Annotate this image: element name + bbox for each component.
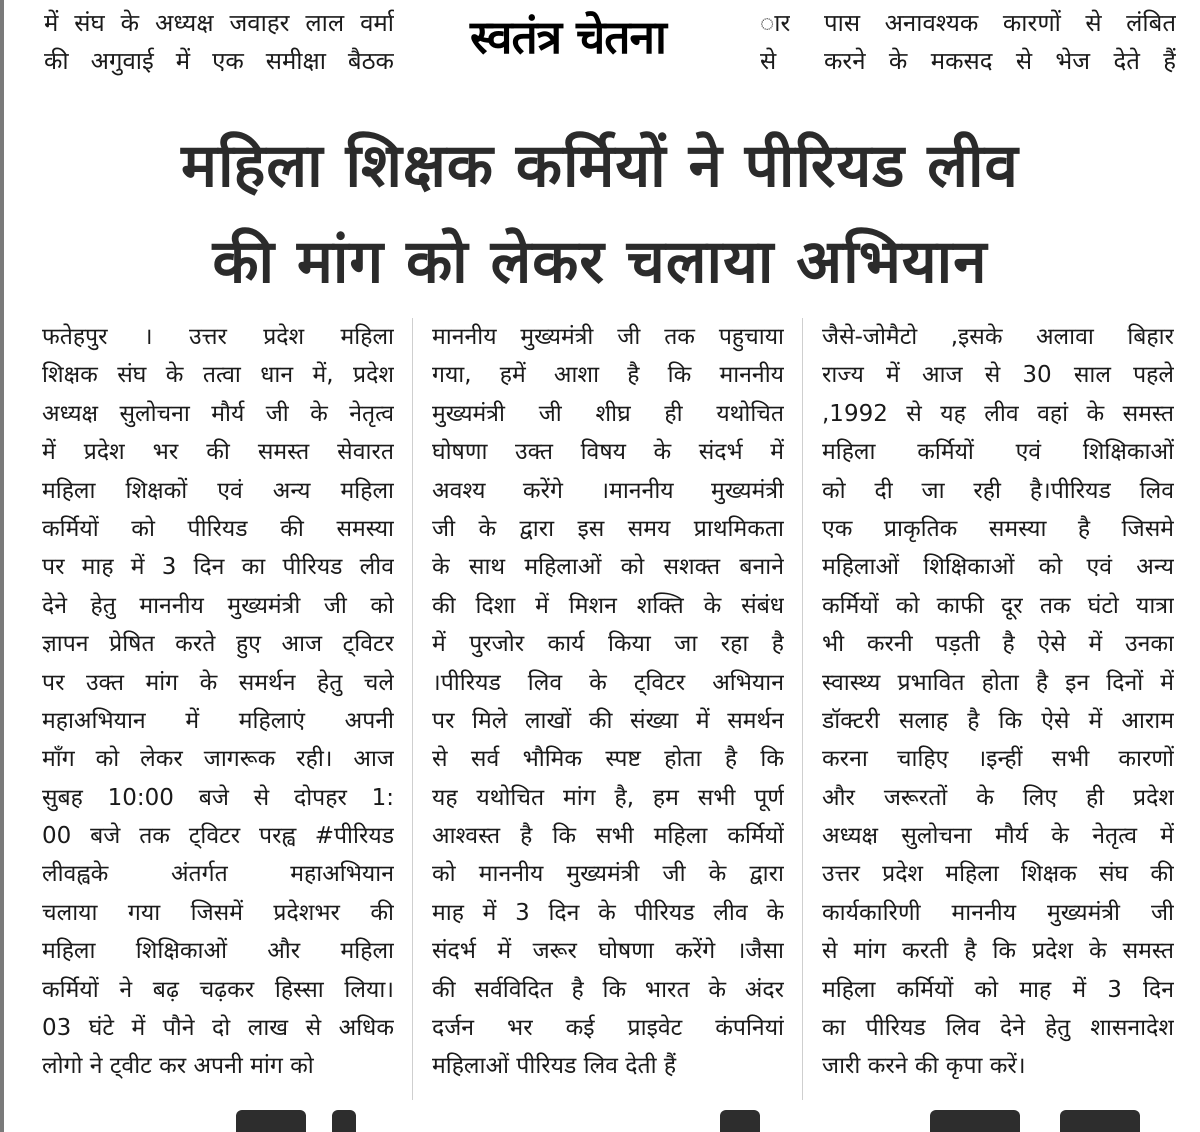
- article-column-1: [42, 318, 394, 1086]
- article-text-line: पर माह में 3 दिन का पीरियड लीव: [42, 554, 394, 581]
- article-text-line: में प्रदेश भर की समस्त सेवारत: [42, 439, 394, 466]
- article-text-line: भी करनी पड़ती है ऐसे में उनका: [822, 631, 1174, 658]
- article-text-line: महिला कर्मियों को माह में 3 दिन: [822, 976, 1174, 1003]
- article-text-line: जैसे-जोमैटो ,इसके अलावा बिहार: [822, 324, 1174, 350]
- article-text-line: कर्मियों को काफी दूर तक घंटो यात्रा: [822, 592, 1174, 619]
- article-text-line: करना चाहिए ।इन्हीं सभी कारणों: [822, 746, 1174, 773]
- article-text-line: यह यथोचित मांग है, हम सभी पूर्ण: [432, 784, 784, 811]
- article-column-2: [432, 318, 784, 1086]
- article-text-line: से मांग करती है कि प्रदेश के समस्त: [822, 938, 1174, 965]
- article-text-line: शिक्षक संघ के तत्वा धान में, प्रदेश: [42, 362, 394, 389]
- article-text-line: डॉक्टरी सलाह है कि ऐसे में आराम: [822, 707, 1174, 734]
- newspaper-masthead: स्वतंत्र चेतना: [470, 10, 666, 64]
- article-text-line: घोषणा उक्त विषय के संदर्भ में: [432, 439, 784, 466]
- article-text-line: लोगो ने ट्वीट कर अपनी मांग को: [42, 1053, 314, 1080]
- article-text-line: ,1992 से यह लीव वहां के समस्त: [822, 400, 1174, 427]
- headline-line-1: महिला शिक्षक कर्मियों ने पीरियड लीव: [181, 131, 1019, 201]
- article-text-line: जी के द्वारा इस समय प्राथमिकता: [432, 515, 784, 542]
- cropped-glyph: [332, 1110, 356, 1132]
- article-text-line: 03 घंटे में पौने दो लाख से अधिक: [42, 1015, 394, 1042]
- cropped-glyph: [1060, 1110, 1140, 1132]
- article-text-line: देने हेतु माननीय मुख्यमंत्री जी को: [42, 592, 394, 619]
- article-text-line: से सर्व भौमिक स्पष्ट होता है कि: [432, 746, 784, 773]
- article-text-line: में पुरजोर कार्य किया जा रहा है: [432, 631, 784, 658]
- article-text-line: महाअभियान में महिलाएं अपनी: [42, 707, 394, 734]
- article-text-line: राज्य में आज से 30 साल पहले: [822, 362, 1174, 389]
- cropped-glyph: [236, 1110, 306, 1132]
- article-text-line: कार्यकारिणी माननीय मुख्यमंत्री जी: [822, 899, 1174, 926]
- article-text-line: महिला कर्मियों एवं शिक्षिकाओं: [822, 439, 1174, 466]
- article-text-line: महिलाओं पीरियड लिव देती हैं: [432, 1053, 677, 1080]
- article-text-line: पर मिले लाखों की संख्या में समर्थन: [432, 707, 784, 734]
- article-text-line: पर उक्त मांग के समर्थन हेतु चले: [42, 669, 394, 696]
- article-text-line: को दी जा रही है।पीरियड लिव: [822, 477, 1174, 504]
- article-text-line: आश्वस्त है कि सभी महिला कर्मियों: [432, 823, 784, 850]
- article-text-line: मुख्यमंत्री जी शीघ्र ही यथोचित: [432, 400, 784, 427]
- article-text-line: अध्यक्ष सुलोचना मौर्य के नेतृत्व में: [822, 823, 1174, 850]
- article-text-line: का पीरियड लिव देने हेतु शासनादेश: [822, 1015, 1174, 1042]
- article-text-line: ।पीरियड लिव के ट्विटर अभियान: [432, 669, 784, 696]
- column-divider: [412, 318, 413, 1100]
- article-text-line: के साथ महिलाओं को सशक्त बनाने: [432, 554, 784, 581]
- article-text-line: उत्तर प्रदेश महिला शिक्षक संघ की: [822, 861, 1174, 888]
- article-column-3: [822, 318, 1174, 1086]
- snippet-line: पास अनावश्यक कारणों से लंबित: [824, 9, 1176, 37]
- article-text-line: 00 बजे तक ट्विटर परह्व #पीरियड: [42, 823, 394, 850]
- snippet-line: ार: [760, 9, 790, 37]
- article-text-line: फतेहपुर । उत्तर प्रदेश महिला: [42, 324, 394, 350]
- article-text-line: गया, हमें आशा है कि माननीय: [432, 362, 784, 389]
- previous-article-middle-snippet: [760, 4, 790, 80]
- article-text-line: संदर्भ में जरूर घोषणा करेंगे ।जैसा: [432, 938, 784, 965]
- headline-line-2: की मांग को लेकर चलाया अभियान: [212, 227, 988, 297]
- previous-article-right-snippet: [824, 4, 1176, 80]
- cropped-glyph: [930, 1110, 1020, 1132]
- article-text-line: माह में 3 दिन के पीरियड लीव के: [432, 899, 784, 926]
- article-text-line: और जरूरतों के लिए ही प्रदेश: [822, 784, 1174, 811]
- article-text-line: की सर्वविदित है कि भारत के अंदर: [432, 976, 784, 1003]
- snippet-line: में संघ के अध्यक्ष जवाहर लाल वर्मा: [44, 9, 394, 37]
- article-text-line: माननीय मुख्यमंत्री जी तक पहुचाया: [432, 324, 784, 350]
- column-divider: [802, 318, 803, 1100]
- article-headline: [0, 118, 1200, 310]
- previous-article-strip: [0, 0, 1200, 88]
- article-text-line: अध्यक्ष सुलोचना मौर्य जी के नेतृत्व: [42, 400, 394, 427]
- article-text-line: जारी करने की कृपा करें।: [822, 1053, 1026, 1080]
- article-text-line: चलाया गया जिसमें प्रदेशभर की: [42, 899, 394, 926]
- article-text-line: महिला शिक्षकों एवं अन्य महिला: [42, 477, 394, 504]
- article-text-line: स्वास्थ्य प्रभावित होता है इन दिनों में: [822, 669, 1174, 696]
- cropped-glyph: [720, 1110, 760, 1132]
- article-text-line: की दिशा में मिशन शक्ति के संबंध: [432, 592, 784, 619]
- article-text-line: अवश्य करेंगे ।माननीय मुख्यमंत्री: [432, 477, 784, 504]
- article-text-line: कर्मियों को पीरियड की समस्या: [42, 515, 394, 542]
- previous-article-left-snippet: [44, 4, 394, 80]
- next-headline-fragment: [0, 1110, 1200, 1132]
- snippet-line: से: [760, 47, 777, 75]
- article-text-line: लीवह्वके अंतर्गत महाअभियान: [42, 861, 394, 888]
- article-text-line: माँग को लेकर जागरूक रही। आज: [42, 746, 394, 773]
- article-text-line: सुबह 10:00 बजे से दोपहर 1:: [42, 784, 394, 811]
- article-text-line: दर्जन भर कई प्राइवेट कंपनियां: [432, 1015, 784, 1042]
- article-text-line: कर्मियों ने बढ़ चढ़कर हिस्सा लिया।: [42, 976, 394, 1003]
- article-text-line: को माननीय मुख्यमंत्री जी के द्वारा: [432, 861, 784, 888]
- snippet-line: करने के मकसद से भेज देते हैं: [824, 47, 1176, 75]
- article-text-line: महिलाओं शिक्षिकाओं को एवं अन्य: [822, 554, 1174, 581]
- article-text-line: एक प्राकृतिक समस्या है जिसमे: [822, 515, 1174, 542]
- article-text-line: महिला शिक्षिकाओं और महिला: [42, 938, 394, 965]
- snippet-line: की अगुवाई में एक समीक्षा बैठक: [44, 47, 394, 75]
- article-text-line: ज्ञापन प्रेषित करते हुए आज ट्विटर: [42, 631, 394, 658]
